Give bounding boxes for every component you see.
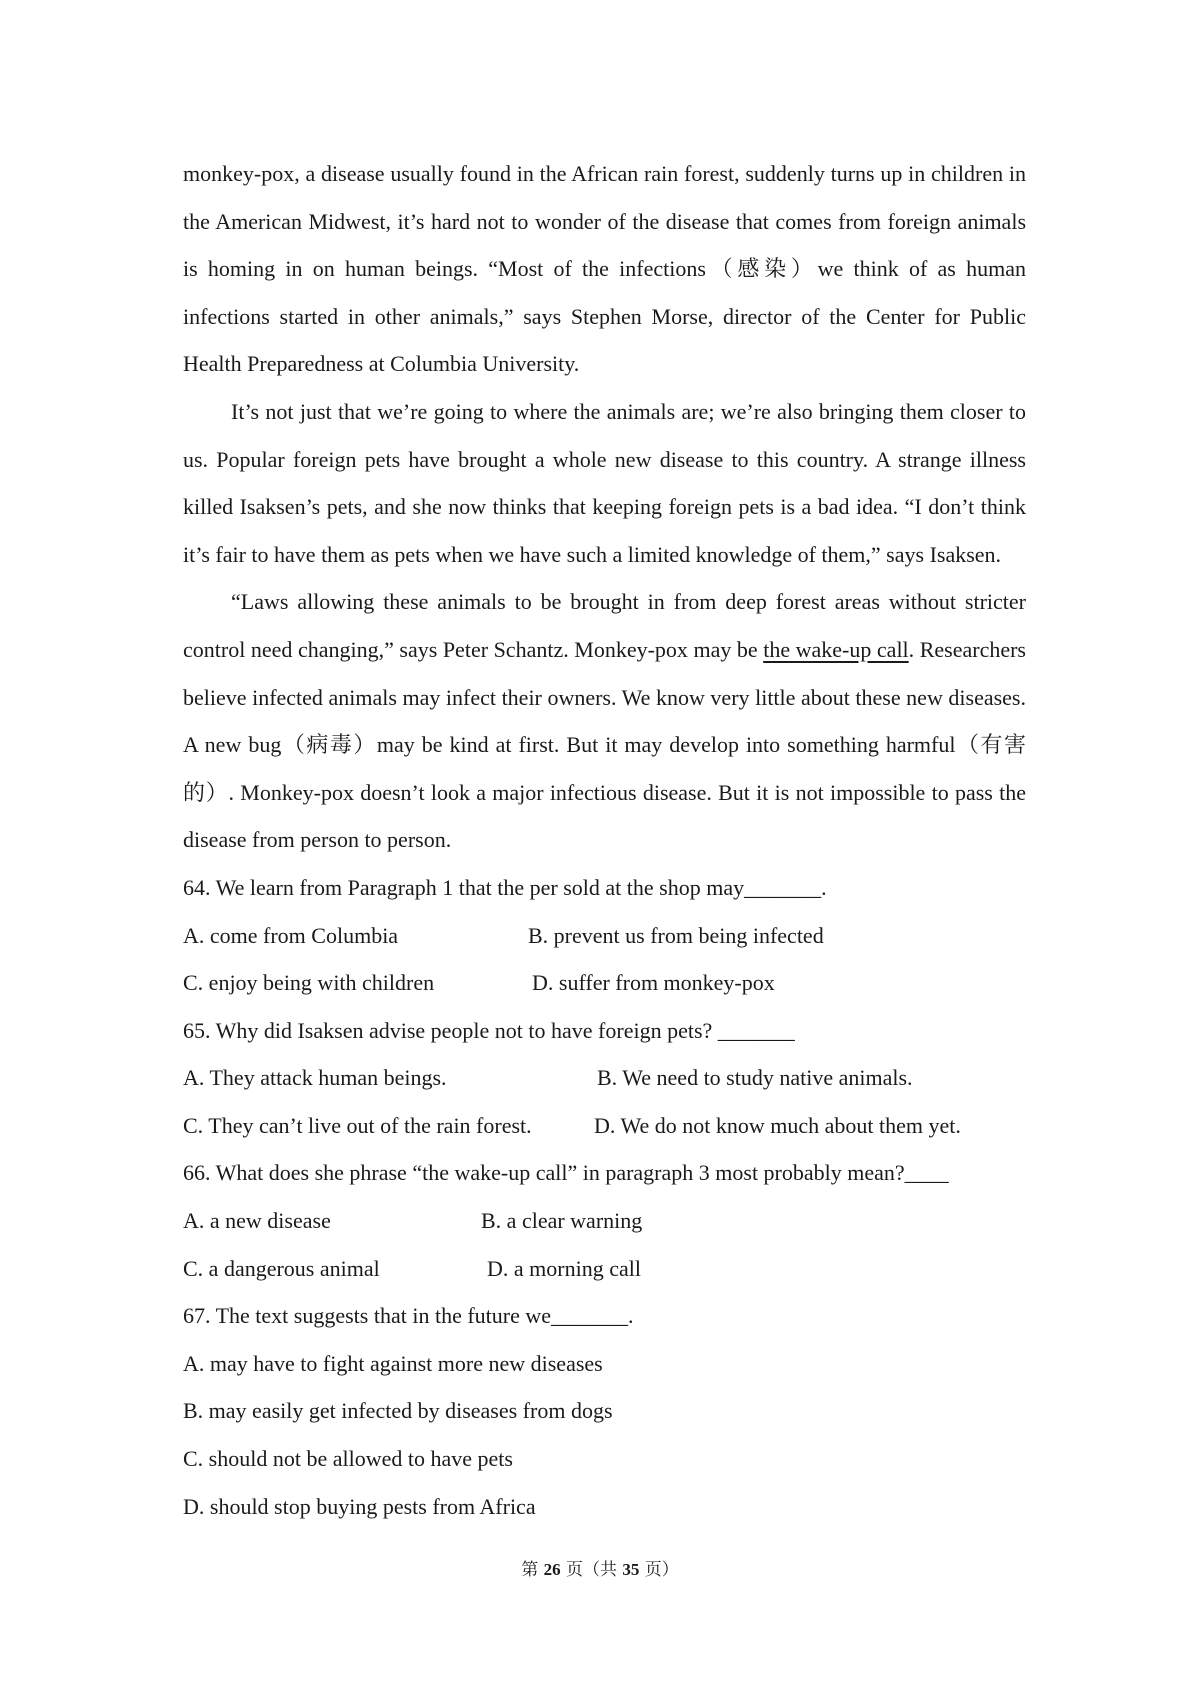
question-66-options-row-1 (183, 1197, 1026, 1245)
question-67-option-c: C. should not be allowed to have pets (183, 1446, 513, 1472)
question-64-option-a: A. come from Columbia (183, 922, 399, 948)
question-65-options-row-1 (183, 1054, 1026, 1102)
question-66-stem: 66. What does she phrase “the wake-up call” in paragraph 3 most probably mean?____ (183, 1160, 949, 1186)
page-footer (0, 1555, 1200, 1580)
question-64-option-d: D. suffer from monkey-pox (532, 970, 775, 996)
question-65-stem: 65. Why did Isaksen advise people not to have foreign pets? _______ (183, 1017, 795, 1043)
footer-middle: 页（共 (560, 1560, 623, 1580)
question-67-stem: 67. The text suggests that in the future we_______. (183, 1303, 634, 1329)
footer-total-pages: 35 (622, 1560, 640, 1579)
question-64-option-b: B. prevent us from being infected (528, 922, 824, 948)
footer-suffix: 页） (639, 1560, 679, 1580)
question-67-option-d: D. should stop buying pests from Africa (183, 1493, 536, 1519)
question-66-options-row-2 (183, 1245, 1026, 1293)
question-64-options-row-1 (183, 912, 1026, 960)
question-64-option-c: C. enjoy being with children (183, 970, 435, 996)
question-65-option-a: A. They attack human beings. (183, 1065, 447, 1091)
paragraph-3 (183, 578, 1026, 864)
question-66-option-a: A. a new disease (183, 1208, 331, 1234)
question-66-option-c: C. a dangerous animal (183, 1255, 380, 1281)
question-66-option-d: D. a morning call (487, 1255, 641, 1281)
paragraph-1: monkey-pox, a disease usually found in the African rain forest, suddenly turns up in children in the American Midwest, it’s hard not to wonder of the disease that comes from foreign animals is homing in on human beings. “Most of the infections（感染）we think of as human infections started in other animals,” says Stephen Morse, director of the Center for Public Health Preparedness at Columbia University. (183, 161, 1026, 377)
page-content (183, 150, 1026, 1530)
underlined-phrase: the wake-up call (763, 636, 909, 662)
paragraph-3-after: . Researchers believe infected animals may infect their owners. We know very little about these new diseases. A new bug（病毒）may be kind at first. But it may develop into something harmful（有害的）. Monkey-pox doesn’t look a major infectious disease. But it is not impossible to pass the disease from person to person. (183, 636, 1026, 853)
question-65-option-d: D. We do not know much about them yet. (594, 1112, 961, 1138)
question-64-stem: 64. We learn from Paragraph 1 that the per sold at the shop may_______. (183, 874, 827, 900)
question-67-option-a: A. may have to fight against more new diseases (183, 1350, 603, 1376)
question-65-option-b: B. We need to study native animals. (597, 1065, 913, 1091)
paragraph-2: It’s not just that we’re going to where the animals are; we’re also bringing them closer to us. Popular foreign pets have brought a whole new disease to this country. A strange illness killed Isaksen’s pets, and she now thinks that keeping foreign pets is a bad idea. “I don’t think it’s fair to have them as pets when we have such a limited knowledge of them,” says Isaksen. (183, 398, 1026, 567)
footer-prefix: 第 (521, 1560, 544, 1580)
footer-page-number: 26 (543, 1560, 561, 1579)
question-65-option-c: C. They can’t live out of the rain forest. (183, 1112, 532, 1138)
paragraph-3-before: “Laws allowing these animals to be brought in from deep forest areas without stricter control need changing,” says Peter Schantz. Monkey-pox may be (183, 589, 1026, 662)
question-65-options-row-2 (183, 1102, 1026, 1150)
question-64-options-row-2 (183, 959, 1026, 1007)
question-67-option-b: B. may easily get infected by diseases from dogs (183, 1398, 613, 1424)
question-66-option-b: B. a clear warning (481, 1208, 643, 1234)
